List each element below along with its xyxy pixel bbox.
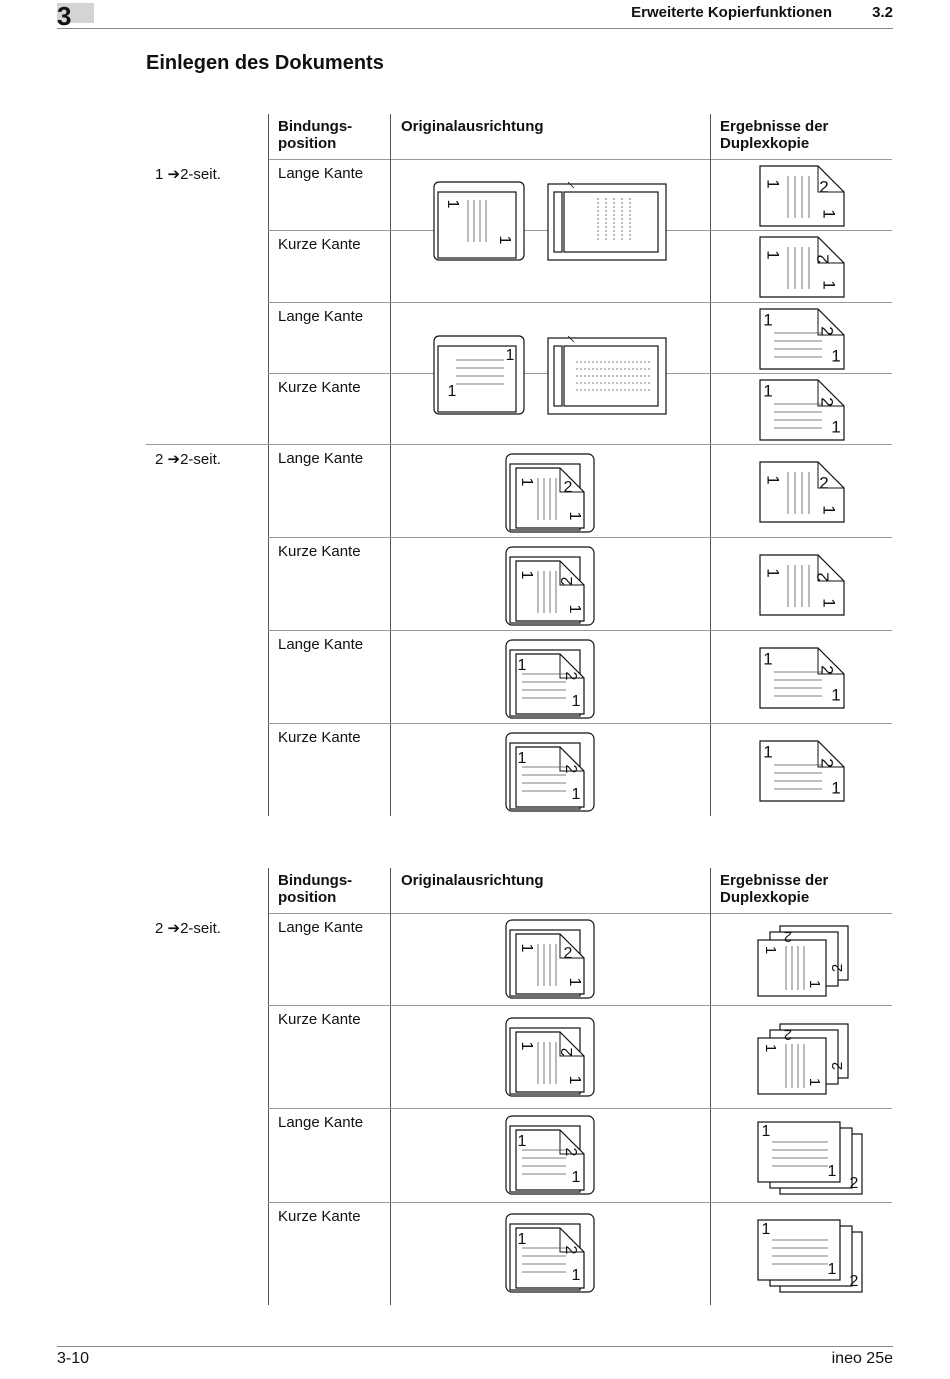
page-title: Einlegen des Dokuments [146,52,384,74]
svg-text:1: 1 [763,475,783,485]
svg-text:2: 2 [783,928,793,946]
svg-text:1: 1 [763,381,773,401]
binding-position-cell: Lange Kante [278,1114,364,1131]
svg-text:2: 2 [559,576,577,586]
column-divider [268,868,269,1305]
svg-text:1: 1 [762,1043,780,1053]
svg-text:1: 1 [763,310,773,330]
svg-text:2: 2 [819,177,829,197]
svg-text:1: 1 [827,1261,837,1279]
col-result-header: Ergebnisse der Duplexkopie [720,872,829,906]
duplex-result-illustration [754,924,866,1000]
svg-text:1: 1 [517,750,527,768]
svg-text:1: 1 [565,604,583,614]
original-orientation-illustration [504,731,596,813]
running-header-section: 3.2 [872,4,893,21]
binding-position-cell: Kurze Kante [278,379,361,396]
svg-text:2: 2 [563,945,573,963]
svg-text:1: 1 [447,383,457,401]
col-binding-header: Bindungs- position [278,872,353,906]
duplex-result-illustration [758,646,848,710]
svg-text:1: 1 [571,786,581,804]
svg-text:2: 2 [561,1147,579,1157]
svg-text:1: 1 [443,199,461,209]
svg-text:2: 2 [813,572,833,582]
row-divider [268,302,892,303]
column-divider [268,114,269,816]
row-divider [268,1108,892,1109]
svg-text:1: 1 [761,1221,771,1239]
svg-text:2: 2 [783,1026,793,1044]
duplex-result-illustration [754,1022,866,1098]
svg-text:1: 1 [565,511,583,521]
svg-text:2: 2 [561,1245,579,1255]
svg-text:1: 1 [831,346,841,366]
svg-text:1: 1 [761,1123,771,1141]
column-divider [710,868,711,1305]
svg-text:1: 1 [517,1133,527,1151]
svg-text:2: 2 [563,479,573,497]
original-orientation-illustration [432,334,668,416]
col-orientation-header: Originalausrichtung [401,872,544,889]
mode-label: 2 ➔2-seit. [155,920,221,937]
svg-text:1: 1 [831,417,841,437]
duplex-result-illustration [754,1120,866,1196]
header-rule [268,159,892,160]
svg-text:2: 2 [817,758,837,768]
svg-text:1: 1 [819,280,839,290]
original-orientation-illustration [432,180,668,262]
header-divider [57,28,893,29]
column-divider [710,114,711,816]
page-number: 3-10 [57,1350,90,1367]
svg-text:1: 1 [517,943,535,953]
svg-text:1: 1 [806,1077,824,1087]
svg-text:2: 2 [828,963,846,973]
column-divider [390,114,391,816]
binding-position-cell: Lange Kante [278,450,364,467]
svg-text:1: 1 [517,477,535,487]
binding-position-cell: Kurze Kante [278,543,361,560]
binding-position-cell: Kurze Kante [278,1208,361,1225]
duplex-result-illustration [758,378,848,442]
svg-text:1: 1 [831,685,841,705]
product-name: ineo 25e [831,1350,893,1367]
duplex-result-illustration [758,553,848,617]
svg-text:1: 1 [819,209,839,219]
svg-text:1: 1 [571,693,581,711]
col-binding-header: Bindungs- position [278,118,353,152]
duplex-table-1 [146,114,892,816]
svg-text:1: 1 [819,598,839,608]
binding-position-cell: Lange Kante [278,308,364,325]
original-orientation-illustration [504,918,596,1000]
duplex-table-2 [146,868,892,1305]
original-orientation-illustration [504,638,596,720]
svg-text:2: 2 [849,1175,859,1193]
svg-text:2: 2 [817,397,837,407]
svg-text:2: 2 [828,1061,846,1071]
row-divider [268,1005,892,1006]
svg-text:1: 1 [517,570,535,580]
svg-text:2: 2 [559,1047,577,1057]
chapter-number: 3 [57,1,72,31]
svg-text:1: 1 [571,1267,581,1285]
svg-text:1: 1 [763,568,783,578]
svg-text:1: 1 [517,1231,527,1249]
original-orientation-illustration [504,1212,596,1294]
svg-text:1: 1 [762,945,780,955]
svg-text:2: 2 [813,254,833,264]
row-divider [268,1202,892,1203]
header-rule [268,913,892,914]
original-orientation-illustration [504,545,596,627]
binding-position-cell: Lange Kante [278,165,364,182]
svg-text:1: 1 [495,235,513,245]
col-result-header: Ergebnisse der Duplexkopie [720,118,829,152]
duplex-result-illustration [758,164,848,228]
svg-text:1: 1 [571,1169,581,1187]
svg-text:1: 1 [763,250,783,260]
original-orientation-illustration [504,1016,596,1098]
binding-position-cell: Kurze Kante [278,1011,361,1028]
svg-text:2: 2 [561,764,579,774]
duplex-result-illustration [758,235,848,299]
mode-label: 1 ➔2-seit. [155,166,221,183]
row-divider [268,537,892,538]
running-header-title: Erweiterte Kopierfunktionen [631,4,832,21]
duplex-result-illustration [758,460,848,524]
svg-text:1: 1 [517,657,527,675]
svg-text:2: 2 [561,671,579,681]
svg-text:1: 1 [819,505,839,515]
duplex-result-illustration [758,307,848,371]
svg-text:2: 2 [817,665,837,675]
original-orientation-illustration [504,452,596,534]
row-divider [268,630,892,631]
svg-text:1: 1 [565,977,583,987]
svg-text:1: 1 [505,347,515,365]
binding-position-cell: Kurze Kante [278,729,361,746]
mode-label: 2 ➔2-seit. [155,451,221,468]
duplex-result-illustration [754,1218,866,1294]
svg-text:2: 2 [849,1273,859,1291]
svg-text:1: 1 [763,742,773,762]
original-orientation-illustration [504,1114,596,1196]
svg-text:2: 2 [819,473,829,493]
svg-text:1: 1 [763,179,783,189]
svg-text:1: 1 [517,1041,535,1051]
binding-position-cell: Lange Kante [278,919,364,936]
col-orientation-header: Originalausrichtung [401,118,544,135]
svg-text:2: 2 [817,326,837,336]
svg-text:1: 1 [763,649,773,669]
duplex-result-illustration [758,739,848,803]
svg-text:1: 1 [806,979,824,989]
row-divider [268,723,892,724]
column-divider [390,868,391,1305]
svg-text:1: 1 [831,778,841,798]
footer-divider [57,1346,893,1347]
svg-text:1: 1 [827,1163,837,1181]
svg-text:1: 1 [565,1075,583,1085]
binding-position-cell: Lange Kante [278,636,364,653]
mode-divider [146,444,892,445]
binding-position-cell: Kurze Kante [278,236,361,253]
